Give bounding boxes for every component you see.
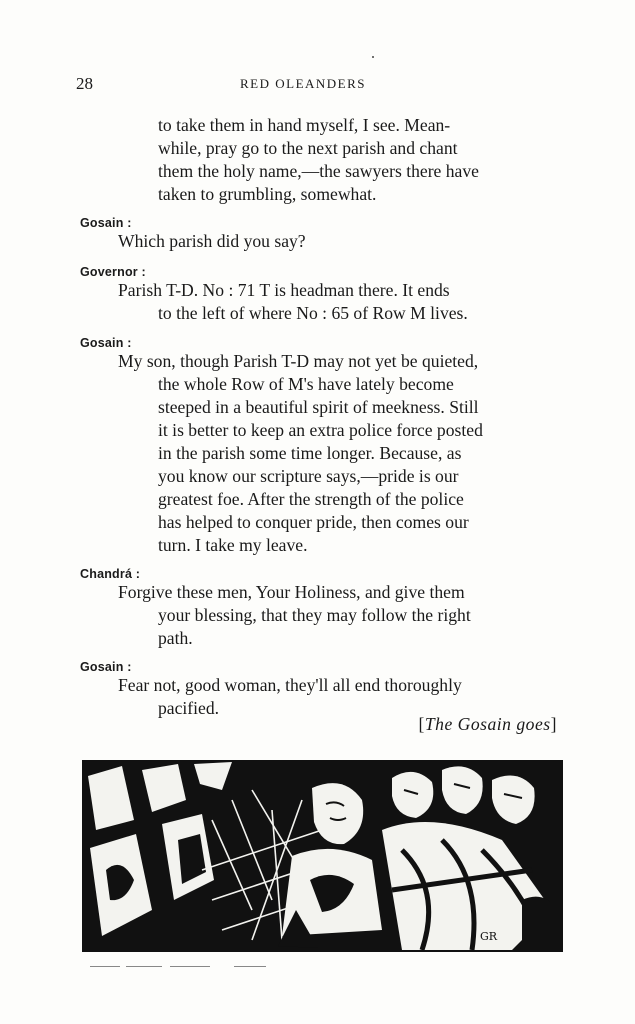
dialogue-line: Forgive these men, Your Holiness, and give them [118,582,465,602]
dialogue-line: Which parish did you say? [118,231,306,251]
running-title: RED OLEANDERS [240,76,367,91]
dialogue-line: your blessing, that they may follow the right [158,605,471,625]
dialogue-line: My son, though Parish T-D may not yet be quieted, [118,351,479,371]
dialogue-line: in the parish some time longer. Because, as [158,443,462,463]
footer-rule [126,966,162,967]
dialogue-line: the whole Row of M's have lately become [158,374,454,394]
footer-rule [234,966,266,967]
footer-rule [170,966,210,967]
dialogue-line: Fear not, good woman, they'll all end thoroughly [118,675,462,695]
stage-direction: [The Gosain goes] [418,714,557,734]
dialogue-line: you know our scripture says,—pride is our [158,466,459,486]
dialogue-line: it is better to keep an extra police force posted [158,420,483,440]
page-number: 28 [76,74,93,93]
footer-rule [90,966,120,967]
speaker-label: Gosain : [80,216,132,230]
dialogue-line: while, pray go to the next parish and chant [158,138,458,158]
speaker-label: Governor : [80,265,146,279]
dialogue-line: to the left of where No : 65 of Row M lives. [158,303,468,323]
dialogue-line: path. [158,628,193,648]
ink-speck [372,56,374,58]
dialogue-line: pacified. [158,698,220,718]
dialogue-line: Parish T-D. No : 71 T is headman there. It ends [118,280,450,300]
dialogue-line: has helped to conquer pride, then comes our [158,512,469,532]
illustration-signature: GR [480,930,498,943]
dialogue-line: them the holy name,—the sawyers there have [158,161,479,181]
stage-direction-text: The Gosain goes [424,714,551,734]
dialogue-line: steeped in a beautiful spirit of meekness. Still [158,397,479,417]
dialogue-line: turn. I take my leave. [158,535,308,555]
dialogue-line: greatest foe. After the strength of the police [158,489,464,509]
dialogue-line: to take them in hand myself, I see. Mean- [158,115,451,135]
speaker-label: Gosain : [80,336,132,350]
dialogue-line: taken to grumbling, somewhat. [158,184,377,204]
speaker-label: Chandrá : [80,567,141,581]
speaker-label: Gosain : [80,660,132,674]
woodcut-art [82,760,563,952]
woodcut-illustration [82,760,563,952]
